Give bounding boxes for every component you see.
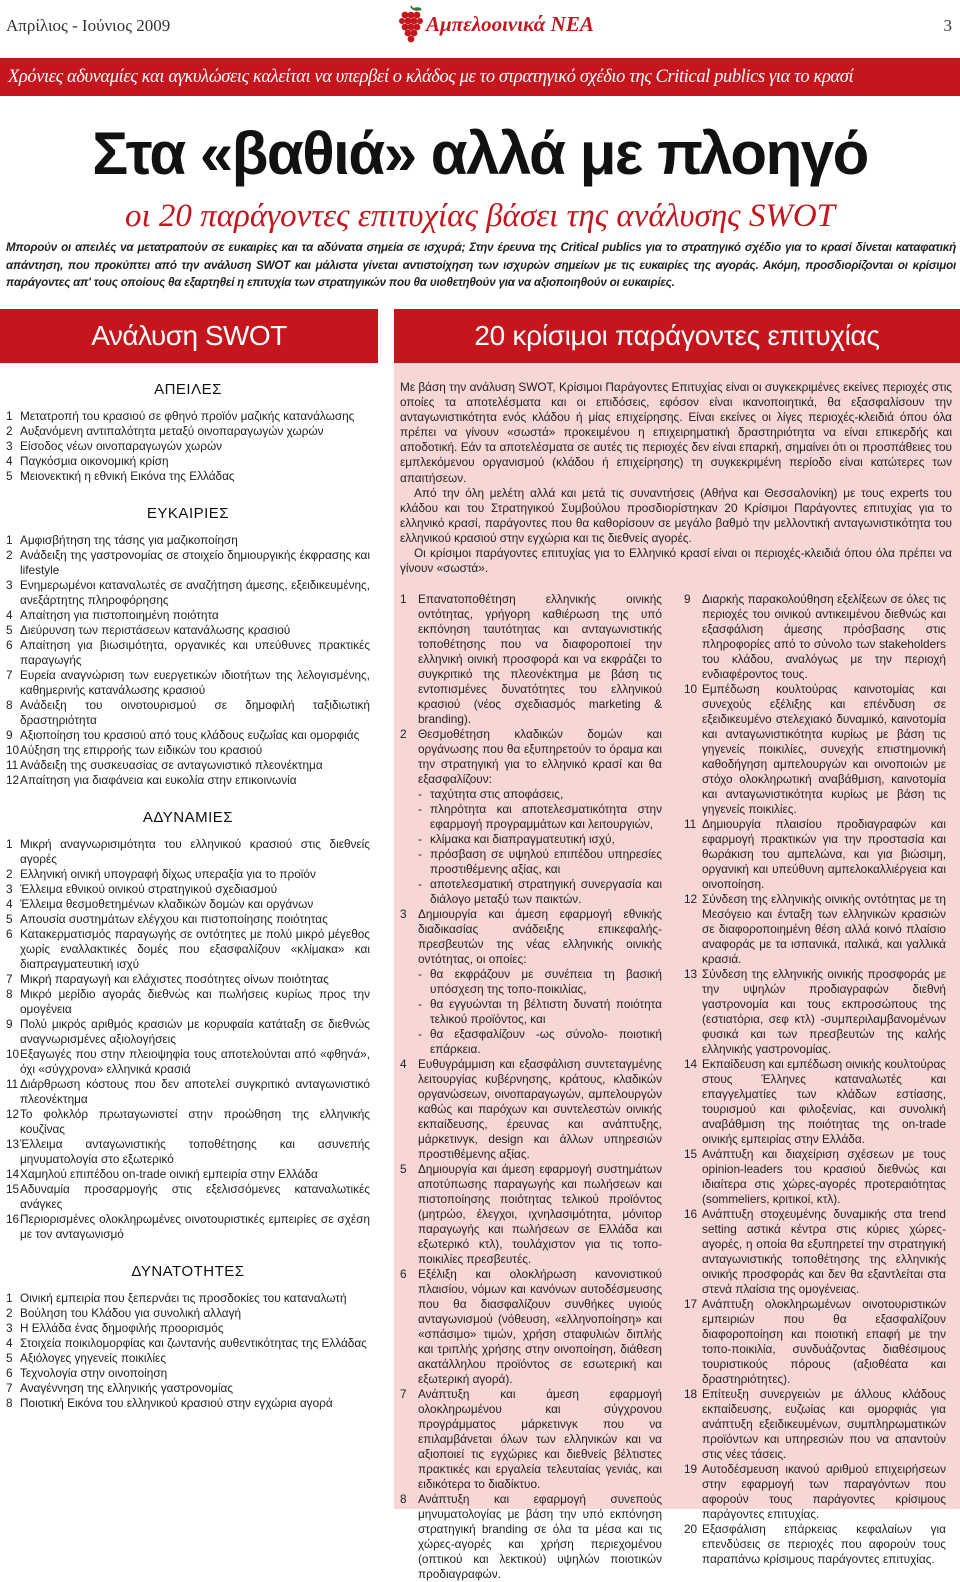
swot-list-item [6,1351,370,1366]
intro-paragraph: Με βάση την ανάλυση SWOT, Κρίσιμοι Παράγοντες Επιτυχίας είναι οι συγκεκριμένες εκείνες περιοχές στις οποίες τα αποτελέσματα και οι επιδόσεις, εφόσον είναι ικανοποιητικά, θα εξασφαλίσουν την ανταγωνιστικότητα ενός κλάδου ή μίας επιχείρησης. Είναι εκείνες οι λίγες περιοχές-κλειδιά όπου όλα πρέπει να γίνουν «σωστά» προκειμένου η επιχειρηματική δραστηριότητα να είναι επικερδής και αποδοτική. Εάν τα αποτελέσματα σε αυτές τις περιοχές δεν είναι επαρκή, σημαίνει ότι οι προσπάθειες του εμπλεκόμενου οργανισμού (κλάδου ή επιχείρησης) τη συγκεκριμένη περίοδο είναι κατώτερες των απαιτήσεων. [400,380,952,485]
swot-title: Ανάλυση SWOT [91,320,287,351]
swot-list-item [6,972,370,987]
factors-section-header [394,309,960,363]
factor-text: Αυτοδέσμευση ικανού αριθμού επιχειρήσεων στην εφαρμογή των παραγόντων που αφορούν τους παράγοντες κρίσιμους παράγοντες επιτυχίας. [702,1462,946,1521]
factor-item [684,817,946,892]
lead-paragraph: Μπορούν οι απειλές να μετατραπούν σε ευκαιρίες και τα αδύνατα σημεία σε ισχυρά; Στην έρευνα της Critical publics για το στρατηγικό σχέδιο για το κρασί δίνεται καταφατική απάντηση, που προκύπτει από την ανάλυση SWOT και μάλιστα γίνεται αντιστοίχηση των ισχυρών σημείων με τις ευκαιρίες της αγοράς. Ακόμη, προσδιορίζονται οι κρίσιμοι παράγοντες απ' τους οποίους θα εξαρτηθεί η επιτυχία των στρατηγικών που θα υιοθετηθούν για να αξιοποιηθούν οι ευκαιρίες. [6,241,956,289]
item-number: 11 [6,1077,19,1091]
factor-text: Δημιουργία πλαισίου προδιαγραφών και εφαρμογή πρακτικών για την προστασία και θωράκιση του αμπελώνα, και για βιώσιμη, οργανική και υπεύθυνη αμπελοκαλλιέργεια και οινοποίηση. [702,817,946,891]
item-number: 6 [6,638,13,652]
swot-list-item [6,638,370,668]
factor-body [702,967,946,1057]
factor-subitem-text: θα εγγυώνται τη βέλτιστη δυνατή ποιότητα τελικού προϊόντος, και [430,997,662,1026]
factor-item [684,1522,946,1567]
item-number: 4 [6,454,13,468]
item-number: 7 [6,668,13,682]
item-text: Τεχνολογία στην οινοποίηση [20,1366,168,1380]
swot-list-item [6,758,370,773]
factor-item [684,967,946,1057]
publication-logo [396,4,594,44]
item-number: 14 [6,1167,20,1181]
factor-item [400,1387,662,1492]
factor-number: 12 [684,892,698,906]
swot-list-item [6,469,370,484]
factor-subitem [418,1027,662,1057]
item-text: Εξαγωγές που στην πλειοψηφία τους αποτελούνται από «φθηνά», όχι «σύγχρονα» ελληνικά κρασιά [20,1047,370,1076]
item-text: Ποιοτική Εικόνα του ελληνικού κρασιού στην εγχώρια αγορά [20,1396,333,1410]
factor-text: Ανάπτυξη και άμεση εφαρμογή ολοκληρωμένου και σύγχρονου προγράμματος μάρκετινγκ που να επιλαμβάνεται όλων των ελληνικών και να αξιοποιεί τις εγχώριες και διεθνείς βέλτιστες πρακτικές και εργαλεία τελευταίας γενιάς, και ειδικότερα το διαδίκτυο. [418,1387,662,1491]
factor-item [400,907,662,1057]
factor-body [418,1387,662,1492]
item-text: Αξιοποίηση του κρασιού από τους κλάδους ευζωΐας και ομορφιάς [20,728,360,742]
factor-body [702,592,946,682]
swot-section-title: ΔΥΝΑΤΟΤΗΤΕΣ [131,1263,245,1280]
dash-bullet: - [418,802,422,816]
item-text: Αμφισβήτηση της τάσης για μαζικοποίηση [20,533,238,547]
factor-number: 3 [400,907,407,921]
item-text: Αξιόλογες γηγενείς ποικιλίες [20,1351,167,1365]
swot-list-item [6,1291,370,1306]
intro-paragraph: Οι κρίσιμοι παράγοντες επιτυχίας για το Ελληνικό κρασί είναι οι περιοχές-κλειδιά όπου όλα πρέπει να γίνουν «σωστά». [400,546,952,576]
swot-list [6,1291,370,1411]
factor-item [684,1207,946,1297]
item-number: 9 [6,728,13,742]
swot-list-item [6,1182,370,1212]
item-number: 9 [6,1017,13,1031]
item-text: Ανάδειξη της γαστρονομίας σε στοιχείο δημιουργικής έκφρασης και lifestyle [20,548,370,577]
factor-number: 13 [684,967,698,981]
factor-text: Σύνδεση της ελληνικής οινικής προσφοράς με την υψηλών προδιαγραφών διεθνή γαστρονομία και τους εκπροσώπους της (εστιατόρια, σεφ κτλ) -συμπεριλαμβανομένων φυσικά και των πρεσβευτών της καλής ελληνικής γαστρονομίας. [702,967,946,1056]
grape-icon [396,4,426,44]
factor-item [684,892,946,967]
factor-number: 2 [400,727,407,741]
factor-item [684,1147,946,1207]
item-number: 3 [6,439,13,453]
factor-number: 17 [684,1297,698,1311]
swot-list [6,533,370,788]
factor-body [702,892,946,967]
item-text: Διεύρυνση των περιστάσεων κατανάλωσης κρασιού [20,623,291,637]
swot-list-item [6,1077,370,1107]
swot-list-item [6,1047,370,1077]
factor-number: 9 [684,592,691,606]
item-text: Απαίτηση για πιστοποιημένη ποιότητα [20,608,219,622]
item-text: Είσοδος νέων οινοπαραγωγών χωρών [20,439,223,453]
factor-subitem-text: πρόσβαση σε υψηλού επιπέδου υπηρεσίες προστιθέμενης αξίας, και [430,847,662,876]
factor-item [400,727,662,907]
factor-number: 10 [684,682,698,696]
factor-text: Ανάπτυξη και διαχείριση σχέσεων με τους opinion-leaders του κρασιού διεθνώς και ιδιαίτερα στις χώρες-αγορές προτεραιότητας (sommeliers, κριτικοί, κτλ). [702,1147,946,1206]
item-text: Αδυναμία προσαρμογής στις εξελισσόμενες καταναλωτικές ανάγκες [20,1182,370,1211]
item-text: Περιορισμένες ολοκληρωμένες οινοτουριστικές εμπειρίες σε σχέση με τον ανταγωνισμό [20,1212,370,1241]
swot-list-item [6,867,370,882]
swot-list-item [6,1212,370,1242]
item-text: Μειονεκτική η εθνική Εικόνα της Ελλάδας [20,469,235,483]
item-text: Διάρθρωση κόστους που δεν αποτελεί συγκριτικό ανταγωνιστικό πλεονέκτημα [20,1077,370,1106]
factor-subitem-text: αποτελεσματική στρατηγική συνεργασία και διάλογο μεταξύ των παικτών. [430,877,662,906]
factor-text: Θεσμοθέτηση κλαδικών δομών και οργάνωσης που θα εξυπηρετούν το όραμα και την στρατηγική για το ελληνικό κρασί και θα εξασφαλίζουν: [418,727,662,786]
item-number: 8 [6,987,13,1001]
item-number: 13 [6,1137,20,1151]
factor-body [418,727,662,907]
factor-number: 18 [684,1387,698,1401]
swot-list [6,837,370,1242]
swot-list-item [6,882,370,897]
factor-number: 20 [684,1522,698,1536]
item-text: Ενημερωμένοι καταναλωτές σε αναζήτηση άμεσης, εξειδικευμένης, ανεξάρτητης πληροφόρησης [20,578,370,607]
factor-number: 5 [400,1162,407,1176]
factors-column-2 [684,592,946,1567]
item-number: 7 [6,1381,13,1395]
factor-subitem [418,877,662,907]
dash-bullet: - [418,832,422,846]
item-number: 4 [6,1336,13,1350]
swot-list-item [6,698,370,728]
item-number: 10 [6,1047,20,1061]
item-text: Μικρή αναγνωρισιμότητα του ελληνικού κρασιού στις διεθνείς αγορές [20,837,370,866]
factor-item [400,1057,662,1162]
factor-number: 11 [684,817,697,831]
factor-subitem-text: πληρότητα και αποτελεσματικότητα στην εφαρμογή προγραμμάτων και λειτουργιών, [430,802,662,831]
factor-number: 1 [400,592,407,606]
factor-subitem [418,832,662,847]
factor-number: 6 [400,1267,407,1281]
item-text: Το φολκλόρ πρωταγωνιστεί στην προώθηση της ελληνικής κουζίνας [20,1107,370,1136]
item-text: Στοιχεία ποικιλομορφίας και ζωντανής αυθεντικότητας της Ελλάδας [20,1336,367,1350]
factor-body [702,1522,946,1567]
swot-list-item [6,987,370,1017]
kicker-banner [0,58,960,96]
item-text: Παγκόσμια οικονομική κρίση [20,454,169,468]
factor-item [684,1462,946,1522]
item-number: 4 [6,897,13,911]
factor-body [418,592,662,727]
factor-text: Δημιουργία και άμεση εφαρμογή συστημάτων αποτύπωσης παραγωγής και πωλήσεων και πιστοποίησης ποιότητας τελικού προϊόντος (μητρώο, έλεγχοι, ιχνηλασιμότητα, μόνιτορ παραγωγής και πωλήσεων σε Ελλάδα και εξωτερικό κτλ), τουλάχιστον για τις τοπο-ποικιλίες πρεσβευτές. [418,1162,662,1266]
item-text: Απαίτηση για βιωσιμότητα, οργανικές και υπεύθυνες πρακτικές παραγωγής [20,638,370,667]
factor-body [418,1057,662,1162]
page-number: 3 [943,16,952,35]
swot-list-item [6,1321,370,1336]
factor-text: Σύνδεση της ελληνικής οινικής οντότητας με τη Μεσόγειο και ένταξη των ελληνικών κρασιών σε διαφοροποιημένη θέση αλλά κοινό πλαίσιο αναφοράς με τα ισπανικά, ιταλικά, και γαλλικά κρασιά. [702,892,946,966]
item-number: 3 [6,882,13,896]
factor-item [400,592,662,727]
factor-number: 19 [684,1462,698,1476]
page-header [0,0,960,50]
item-number: 1 [6,533,13,547]
factor-item [684,682,946,817]
factor-text: Επίτευξη συνεργειών με άλλους κλάδους εκπαίδευσης, ευζωίας και ομορφιάς για ανάπτυξη εξειδικευμένων, συμπληρωματικών προϊόντων και υπηρεσιών που να απαντούν στις νέες τάσεις. [702,1387,946,1461]
factor-body [702,1462,946,1522]
dash-bullet: - [418,847,422,861]
factor-subitem [418,997,662,1027]
factor-text: Ανάπτυξη και εφαρμογή συνεπούς μηνυματολογίας με βάση την υπό εκπόνηση στρατηγική branding σε όλα τα μέσα και τις χώρες-αγορές και χρήση περιεχομένου (οπτικού και λεκτικού) υψηλών ποιοτικών προδιαγραφών. [418,1492,662,1581]
factor-number: 7 [400,1387,407,1401]
intro-paragraph: Από την όλη μελέτη αλλά και μετά τις συναντήσεις (Αθήνα και Θεσσαλονίκη) με τους experts του κλάδου και του Στρατηγικού Συμβούλου προσδιορίστηκαν 20 Κρίσιμοι Παράγοντες επιτυχίας για το ελληνικό κρασί, παράγοντες που θα καθορίσουν σε μεγάλο βαθμό την μελλοντική ανταγωνιστικότητα του ελληνικού κρασιού στην εγχώρια και τις διεθνείς αγορές. [400,485,952,545]
swot-list-item [6,1396,370,1411]
factor-text: Επανατοποθέτηση ελληνικής οινικής οντότητας, γρήγορη καθιέρωση της υπό εκπόνηση ταυτότητας και ανταγωνιστικής τοποθέτησης που να διαφοροποιεί την ελληνική οινική προσφορά και να εκφράζει το συγκριτικό της πλεονέκτημα με βάση τις εντοπισμένες δυνατότητες του ελληνικού κρασιού (νέος σχεδιασμός marketing & branding). [418,592,662,726]
item-text: Μικρό μερίδιο αγοράς διεθνώς και πωλήσεις κυρίως προς την ομογένεια [20,987,370,1016]
item-text: Κατακερματισμός παραγωγής σε οντότητες με πολύ μικρό μέγεθος χωρίς εναλλακτικές δομές που εξασφαλίζουν «κλίμακα» και διαπραγματευτική ισχύ [20,927,370,971]
item-text: Έλλειμα θεσμοθετημένων κλαδικών δομών και οργάνων [20,897,314,911]
factor-number: 8 [400,1492,407,1506]
factor-item [400,1162,662,1267]
factor-text: Εξασφάλιση επάρκειας κεφαλαίων για επενδύσεις σε περιοχές που αφορούν τους παραπάνω κρίσιμους παράγοντες επιτυχίας. [702,1522,946,1566]
factor-body [418,1267,662,1387]
factor-text: Ευθυγράμμιση και εξασφάλιση συντεταγμένης λειτουργίας κυβέρνησης, κράτους, κλαδικών οργανώσεων, οινοπαραγωγών, αμπελουργών καθώς και παρόχων και συντελεστών οινικής εκπαίδευσης, έρευνας και ανάπτυξης, μάρκετινγκ, design και άλλων υπηρεσιών προστιθέμενης αξίας. [418,1057,662,1161]
factor-body [702,1147,946,1207]
factor-text: Διαρκής παρακολούθηση εξελίξεων σε όλες τις περιοχές του οινικού αντικειμένου διεθνώς και εξασφάλιση άμεσης πρόσβασης στις πληροφορίες από το σύνολο των stakeholders του κλάδου, αναλόγως με την περιοχή ενδιαφέροντος τους. [702,592,946,681]
factor-item [684,1297,946,1387]
factor-body [702,1057,946,1147]
swot-list-item [6,1167,370,1182]
dash-bullet: - [418,1027,422,1041]
swot-list-item [6,454,370,469]
item-text: Αύξηση της επιρροής των ειδικών του κρασιού [20,743,263,757]
item-text: Ελληνική οινική υπογραφή δίχως υπεραξία για το προϊόν [20,867,316,881]
item-number: 5 [6,623,13,637]
factor-subitem-text: θα εξασφαλίζουν -ως σύνολο- ποιοτική επάρκεια. [430,1027,662,1056]
factors-title: 20 κρίσιμοι παράγοντες επιτυχίας [474,320,880,351]
factor-body [702,817,946,892]
factor-text: Ανάπτυξη στοχευμένης δυναμικής στα trend setting αστικά κέντρα στις κύριες χώρες-αγορές, η οποία θα εξυπηρετεί την στρατηγική ανταγωνιστικής τοποθέτησης της ελληνικής οινικής προσφοράς και δεν θα εξαντλείται στα στενά πλαίσια της ομογένειας. [702,1207,946,1296]
dash-bullet: - [418,877,422,891]
dash-bullet: - [418,997,422,1011]
factor-text: Δημιουργία και άμεση εφαρμογή εθνικής διαδικασίας ανάδειξης επικεφαλής-πρεσβευτών της νέας ελληνικής οινικής οντότητας, οι οποίες: [418,907,662,966]
swot-list-item [6,1381,370,1396]
factor-body [702,1387,946,1462]
swot-list-item [6,623,370,638]
factor-subitem-text: κλίμακα και διαπραγματευτική ισχύ, [430,832,615,846]
item-text: Χαμηλού επιπέδου on-trade οινική εμπειρία στην Ελλάδα [20,1167,318,1181]
item-text: Ευρεία αναγνώριση των ευεργετικών ιδιοτήτων της λελογισμένης, καθημερινής κατανάλωσης κρασιού [20,668,370,697]
item-text: Η Ελλάδα ένας δημοφιλής προορισμός [20,1321,224,1335]
item-number: 3 [6,1321,13,1335]
item-number: 11 [6,758,19,772]
factor-body [702,1207,946,1297]
factor-subitem-text: θα εκφράζουν με συνέπεια τη βασική υπόσχεση της τοπο-ποικιλίας, [430,967,662,996]
swot-list-item [6,668,370,698]
item-number: 5 [6,469,13,483]
factor-text: Εκπαίδευση και εμπέδωση οινικής κουλτούρας στους Έλληνες καταναλωτές και επαγγελματίες των κλάδων εστίασης, τουρισμού και φιλοξενίας, και συνολική αναβάθμιση της ποιότητας της on-trade οινικής εμπειρίας στην Ελλάδα. [702,1057,946,1146]
item-text: Αυξανόμενη αντιπαλότητα μεταξύ οινοπαραγωγών χωρών [20,424,324,438]
factor-item [400,1267,662,1387]
item-number: 1 [6,837,13,851]
swot-list-item [6,1366,370,1381]
factor-number: 16 [684,1207,698,1221]
factor-item [684,592,946,682]
item-number: 4 [6,608,13,622]
swot-list-item [6,424,370,439]
factor-body [702,1297,946,1387]
item-text: Έλλειμα εθνικού οινικού στρατηγικού σχεδιασμού [20,882,278,896]
item-number: 7 [6,972,13,986]
factor-subitem-text: ταχύτητα στις αποφάσεις, [430,787,564,801]
factor-subitem [418,802,662,832]
swot-list-item [6,533,370,548]
item-number: 6 [6,927,13,941]
swot-list-item [6,608,370,623]
headline: Στα «βαθιά» αλλά με πλοηγό [92,120,868,187]
swot-list-item [6,897,370,912]
factor-body [418,907,662,1057]
item-number: 8 [6,698,13,712]
item-text: Έλλειμα ανταγωνιστικής τοποθέτησης και ασυνεπής μηνυματολογία στο εξωτερικό [20,1137,370,1166]
swot-section-title: ΑΠΕΙΛΕΣ [154,381,222,398]
item-number: 2 [6,424,13,438]
item-text: Απουσία συστημάτων ελέγχου και πιστοποίησης ποιότητας [20,912,328,926]
swot-section-title: ΕΥΚΑΙΡΙΕΣ [146,505,230,522]
factor-text: Ανάπτυξη ολοκληρωμένων οινοτουριστικών εμπειριών που θα εξασφαλίζουν διαφοροποίηση και ποιοτική επαφή με την τοπο-ποικιλία, συνδυάζοντας διαθέσιμους τουριστικούς πόρους (αξιοθέατα και δραστηριότητες). [702,1297,946,1386]
item-number: 5 [6,912,13,926]
issue-date: Απρίλιος - Ιούνιος 2009 [6,16,171,35]
swot-list-item [6,743,370,758]
swot-column [6,380,370,1431]
factor-item [684,1387,946,1462]
swot-list-item [6,1137,370,1167]
factor-number: 14 [684,1057,698,1071]
swot-list-item [6,728,370,743]
swot-list-item [6,1306,370,1321]
factor-item [400,1492,662,1582]
item-number: 2 [6,867,13,881]
factor-number: 4 [400,1057,407,1071]
swot-list-item [6,1107,370,1137]
factor-body [418,1492,662,1582]
item-text: Ανάδειξη του οινοτουρισμού σε δημοφιλή ταξιδιωτική δραστηριότητα [20,698,370,727]
item-text: Απαίτηση για διαφάνεια και ευκολία στην επικοινωνία [20,773,297,787]
factor-text: Εμπέδωση κουλτούρας καινοτομίας και συνεχούς εξέλιξης και επένδυση σε εξειδικευμένο στελεχιακό δυναμικό, καινοτομία και ανταγωνιστικότητα κυρίως με βάση τις γηγενείς ποικιλίες, συνεχής επιστημονική καθοδήγηση αμπελουργών και οινοποιών με στόχο ολοκληρωτική αναβάθμιση, καινοτομία και ανταγωνιστικότητα κυρίως με βάση τις γηγενείς ποικιλίες. [702,682,946,816]
item-number: 2 [6,548,13,562]
item-number: 12 [6,773,20,787]
item-number: 15 [6,1182,20,1196]
dash-bullet: - [418,787,422,801]
factor-text: Εξέλιξη και ολοκλήρωση κανονιστικού πλαισίου, νόμων και κανόνων αυτοδέσμευσης που θα διασφαλίζουν συνθήκες υγιούς ανταγωνισμού (νόθευση, «ελληνοποίηση» και «σπάσιμο» τιμών, χρήση σταφυλιών διπλής και τριπλής χρήσης στην οινοποίηση, διάθεση ακατάλληλου προϊόντος σε εσωτερική και εξωτερική αγορά). [418,1267,662,1386]
item-number: 1 [6,409,13,423]
swot-list-item [6,912,370,927]
item-number: 6 [6,1366,13,1380]
item-number: 16 [6,1212,20,1226]
swot-list-item [6,773,370,788]
item-number: 10 [6,743,20,757]
dash-bullet: - [418,967,422,981]
item-text: Ανάδειξη της συσκευασίας σε ανταγωνιστικό πλεονέκτημα [20,758,323,772]
swot-list-item [6,578,370,608]
item-text: Μετατροπή του κρασιού σε φθηνό προϊόν μαζικής κατανάλωσης [20,409,355,423]
factor-subitem [418,787,662,802]
item-number: 5 [6,1351,13,1365]
item-number: 2 [6,1306,13,1320]
logo-wordmark: Αμπελοοινικά ΝΕΑ [426,12,594,36]
swot-list-item [6,1017,370,1047]
swot-section-title: ΑΔΥΝΑΜΙΕΣ [142,809,234,826]
item-number: 1 [6,1291,13,1305]
item-text: Βούληση του Κλάδου για συνολική αλλαγή [20,1306,242,1320]
item-text: Αναγέννηση της ελληνικής γαστρονομίας [20,1381,234,1395]
swot-list-item [6,837,370,867]
swot-list-item [6,548,370,578]
item-text: Οινική εμπειρία που ξεπερνάει τις προσδοκίες του καταναλωτή [20,1291,347,1305]
subheadline: οι 20 παράγοντες επιτυχίας βάσει της ανάλυσης SWOT [125,198,835,234]
factor-item [684,1057,946,1147]
item-text: Πολύ μικρός αριθμός κρασιών με κορυφαία κατάταξη σε διεθνώς αναγνωρισμένες αξιολογήσεις [20,1017,370,1046]
swot-list [6,409,370,484]
item-text: Μικρή παραγωγή και ελάχιστες ποσότητες οίνων ποιότητας [20,972,329,986]
factor-body [702,682,946,817]
swot-list-item [6,1336,370,1351]
swot-list-item [6,409,370,424]
swot-list-item [6,439,370,454]
kicker-text: Χρόνιες αδυναμίες και αγκυλώσεις καλείται να υπερβεί ο κλάδος με το στρατηγικό σχέδιο της Critical publics για το κρασί [8,67,854,87]
factors-intro [400,380,952,576]
factor-body [418,1162,662,1267]
item-number: 8 [6,1396,13,1410]
factor-subitem [418,847,662,877]
swot-list-item [6,927,370,972]
factors-column-1 [400,592,662,1582]
factor-number: 15 [684,1147,698,1161]
item-number: 12 [6,1107,20,1121]
factor-subitem [418,967,662,997]
item-number: 3 [6,578,13,592]
swot-section-header [0,309,378,363]
